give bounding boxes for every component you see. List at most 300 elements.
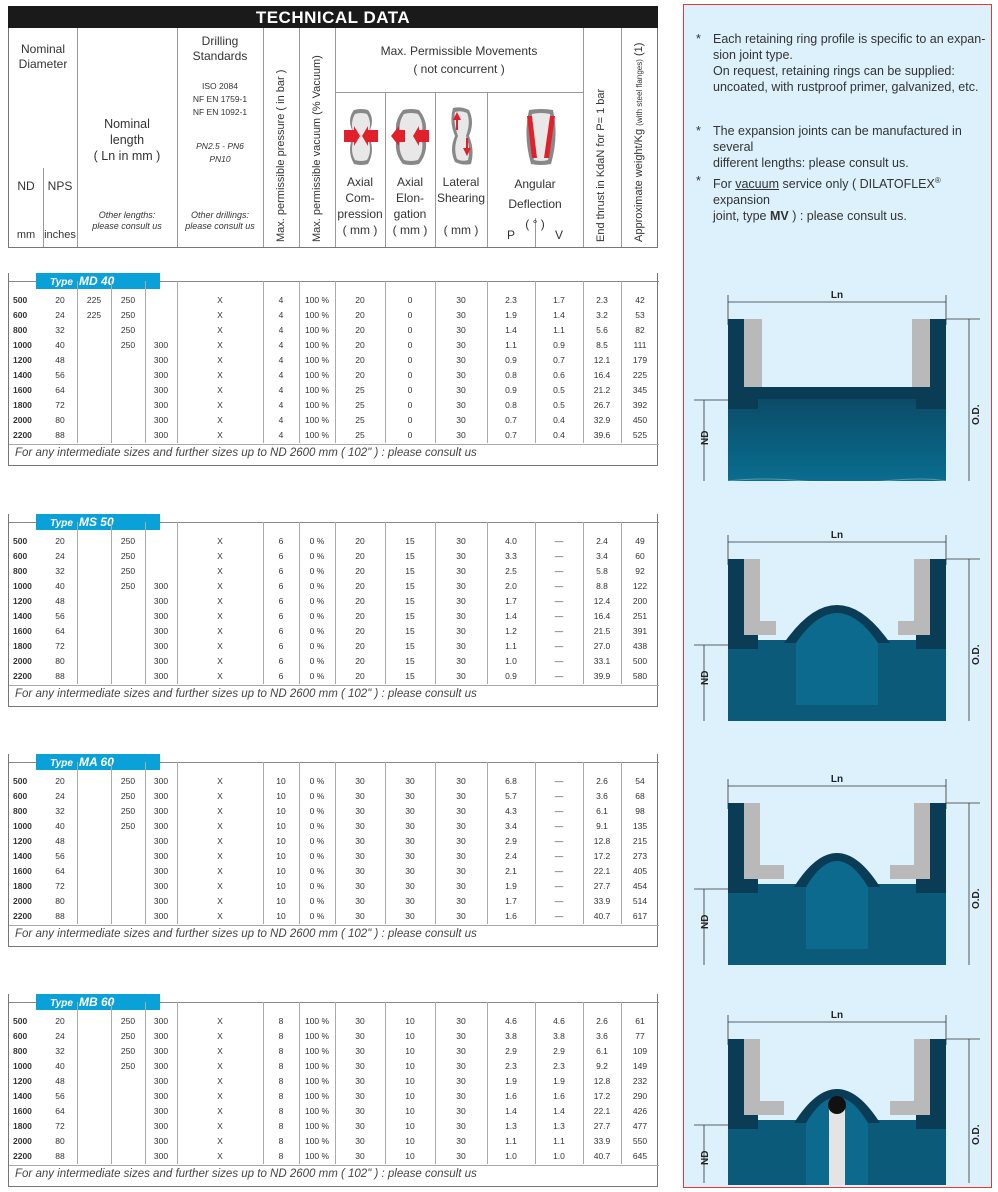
cell-nd: 2000 (13, 415, 32, 425)
cell-nps: 56 (55, 851, 65, 861)
cell-weight: 645 (632, 1151, 648, 1161)
cell-angular-p: 2.4 (505, 851, 517, 861)
p-label: P (506, 228, 515, 242)
cell-ln-b: 250 (120, 551, 136, 561)
type-tab (36, 273, 160, 289)
cell-axial-compression: 20 (355, 581, 365, 591)
cell-end-thrust: 6.1 (596, 1046, 608, 1056)
cell-angular-p: 1.9 (505, 881, 517, 891)
cell-axial-elongation: 15 (405, 626, 415, 636)
cell-nps: 32 (55, 806, 65, 816)
cell-ln-b: 250 (120, 295, 136, 305)
cell-axial-elongation: 15 (405, 611, 415, 621)
cell-drilling: X (217, 355, 223, 365)
table-row (9, 1104, 659, 1119)
cell-axial-compression: 20 (355, 641, 365, 651)
cell-axial-compression: 25 (355, 430, 365, 440)
iso-standards: ISO 2084 NF EN 1759-1 NF EN 1092-1 (192, 81, 248, 117)
table-row (9, 834, 659, 849)
table-mb-60 (8, 994, 658, 1187)
cell-weight: 49 (635, 536, 645, 546)
cell-lateral-shearing: 30 (456, 851, 466, 861)
cell-nd: 1600 (13, 385, 32, 395)
cell-weight: 438 (632, 641, 648, 651)
cell-angular-p: 1.1 (505, 641, 517, 651)
cell-lateral-shearing: 30 (456, 641, 466, 651)
cell-drilling: X (217, 806, 223, 816)
table-row (9, 293, 659, 308)
cell-nps: 64 (55, 1106, 65, 1116)
cell-ln-b: 250 (120, 536, 136, 546)
table-row (9, 624, 659, 639)
cell-axial-elongation: 0 (407, 385, 413, 395)
cell-ln-c: 300 (153, 626, 169, 636)
cell-pressure: 4 (278, 355, 284, 365)
cell-pressure: 6 (278, 536, 284, 546)
table-row (9, 534, 659, 549)
cell-axial-compression: 20 (355, 551, 365, 561)
table-ma-60 (8, 754, 658, 947)
cell-nps: 24 (55, 1031, 65, 1041)
cell-angular-v: 1.1 (553, 325, 565, 335)
axial-compression-icon (342, 106, 380, 168)
cell-angular-p: 3.8 (505, 1031, 517, 1041)
table-row (9, 1149, 659, 1164)
cell-nd: 800 (13, 1046, 28, 1056)
cell-axial-elongation: 10 (405, 1151, 415, 1161)
cell-ln-c: 300 (153, 370, 169, 380)
cell-nd: 1600 (13, 1106, 32, 1116)
cell-angular-v: 0.9 (553, 340, 565, 350)
cell-axial-compression: 30 (355, 1046, 365, 1056)
approx-weight-label: Approximate weight/Kg (with steel flanges) (1) (633, 42, 645, 242)
cell-lateral-shearing: 30 (456, 1121, 466, 1131)
cell-nd: 500 (13, 295, 28, 305)
cell-angular-v: 1.4 (553, 310, 565, 320)
cell-axial-elongation: 10 (405, 1046, 415, 1056)
cell-ln-c: 300 (153, 656, 169, 666)
cell-lateral-shearing: 30 (456, 1136, 466, 1146)
axial-elongation-label: Axial Elon- gation ( mm ) (392, 175, 428, 237)
cell-angular-v: 0.7 (553, 355, 565, 365)
cell-vacuum: 0 % (309, 536, 325, 546)
cell-nd: 600 (13, 791, 28, 801)
cell-nps: 48 (55, 836, 65, 846)
cell-axial-compression: 30 (355, 1106, 365, 1116)
cell-pressure: 10 (276, 776, 286, 786)
cell-angular-p: 0.7 (505, 415, 517, 425)
cell-nps: 32 (55, 1046, 65, 1056)
cell-drilling: X (217, 566, 223, 576)
cell-ln-c: 300 (153, 340, 169, 350)
cell-lateral-shearing: 30 (456, 340, 466, 350)
cell-end-thrust: 40.7 (593, 1151, 611, 1161)
cell-axial-elongation: 10 (405, 1121, 415, 1131)
cell-lateral-shearing: 30 (456, 295, 466, 305)
cell-axial-compression: 30 (355, 806, 365, 816)
cell-weight: 111 (633, 340, 647, 350)
cell-lateral-shearing: 30 (456, 430, 466, 440)
pn-ratings: PN2.5 - PN6 PN10 (196, 141, 244, 164)
cell-nd: 2200 (13, 911, 32, 921)
cell-nps: 48 (55, 596, 65, 606)
cell-weight: 392 (632, 400, 648, 410)
cell-angular-v: — (554, 656, 564, 666)
cell-nps: 88 (55, 671, 65, 681)
cell-nps: 72 (55, 881, 65, 891)
cell-pressure: 6 (278, 581, 284, 591)
cell-angular-v: — (554, 836, 564, 846)
cell-nd: 1600 (13, 866, 32, 876)
cell-vacuum: 0 % (309, 671, 325, 681)
cell-vacuum: 0 % (309, 611, 325, 621)
cell-lateral-shearing: 30 (456, 536, 466, 546)
cell-pressure: 8 (278, 1061, 284, 1071)
end-thrust-label: End thrust in KdaN for P= 1 bar (595, 88, 607, 242)
cell-ln-b: 250 (120, 821, 136, 831)
cell-angular-p: 0.8 (505, 370, 517, 380)
cell-end-thrust: 12.8 (593, 836, 611, 846)
cell-nps: 48 (55, 355, 65, 365)
mb-60-section-diagram (684, 1005, 991, 1185)
table-row (9, 338, 659, 353)
cell-nps: 80 (55, 415, 65, 425)
cell-weight: 53 (635, 310, 645, 320)
cell-weight: 82 (635, 325, 645, 335)
cell-nd: 1400 (13, 1091, 32, 1101)
cell-angular-p: 1.6 (505, 911, 517, 921)
cell-end-thrust: 8.8 (596, 581, 608, 591)
cell-lateral-shearing: 30 (456, 370, 466, 380)
cell-weight: 68 (635, 791, 645, 801)
cell-angular-p: 3.3 (505, 551, 517, 561)
table-row (9, 323, 659, 338)
cell-weight: 251 (632, 611, 648, 621)
cell-drilling: X (217, 1106, 223, 1116)
row-divider (335, 92, 583, 93)
cell-angular-v: — (554, 641, 564, 651)
cell-lateral-shearing: 30 (456, 866, 466, 876)
cell-end-thrust: 5.6 (596, 325, 608, 335)
cell-angular-v: — (554, 911, 564, 921)
cell-angular-p: 2.3 (505, 1061, 517, 1071)
table-row (9, 864, 659, 879)
cell-lateral-shearing: 30 (456, 355, 466, 365)
cell-drilling: X (217, 866, 223, 876)
cell-weight: 405 (632, 866, 648, 876)
cell-vacuum: 0 % (309, 641, 325, 651)
table-footnote: For any intermediate sizes and further sizes up to ND 2600 mm ( 102" ) : please consult us (15, 1168, 477, 1180)
cell-weight: 426 (632, 1106, 648, 1116)
cell-vacuum: 0 % (309, 776, 325, 786)
cell-axial-elongation: 15 (405, 536, 415, 546)
table-footnote: For any intermediate sizes and further sizes up to ND 2600 mm ( 102" ) : please consult us (15, 447, 477, 459)
cell-pressure: 8 (278, 1076, 284, 1086)
cell-axial-compression: 20 (355, 671, 365, 681)
cell-axial-elongation: 15 (405, 596, 415, 606)
cell-ln-c: 300 (153, 1106, 169, 1116)
cell-pressure: 4 (278, 400, 284, 410)
cell-nd: 1000 (13, 1061, 32, 1071)
cell-axial-compression: 30 (355, 851, 365, 861)
cell-axial-compression: 30 (355, 1121, 365, 1131)
cell-axial-compression: 20 (355, 626, 365, 636)
cell-ln-c: 300 (153, 1046, 169, 1056)
cell-ln-c: 300 (153, 581, 169, 591)
table-footer-rule (9, 1165, 659, 1166)
cell-pressure: 10 (276, 851, 286, 861)
cell-axial-elongation: 10 (405, 1061, 415, 1071)
cell-drilling: X (217, 881, 223, 891)
cell-nd: 600 (13, 1031, 28, 1041)
cell-nps: 80 (55, 1136, 65, 1146)
cell-angular-v: 0.5 (553, 385, 565, 395)
cell-angular-p: 0.9 (505, 385, 517, 395)
cell-angular-v: — (554, 671, 564, 681)
cell-angular-p: 2.9 (505, 1046, 517, 1056)
cell-end-thrust: 2.6 (596, 1016, 608, 1026)
type-name: MA 60 (78, 755, 114, 769)
md-40-section-diagram (684, 285, 991, 485)
cell-ln-c: 300 (153, 776, 169, 786)
cell-angular-p: 4.0 (505, 536, 517, 546)
cell-ln-c: 300 (153, 355, 169, 365)
svg-text:ND: ND (700, 670, 711, 685)
notes-panel (683, 4, 992, 1188)
cell-lateral-shearing: 30 (456, 1016, 466, 1026)
note-lengths: * The expansion joints can be manufactured in several different lengths: please consult us. (696, 124, 962, 170)
cell-axial-compression: 20 (355, 340, 365, 350)
cell-angular-v: — (554, 851, 564, 861)
cell-pressure: 10 (276, 836, 286, 846)
cell-lateral-shearing: 30 (456, 581, 466, 591)
cell-nps: 24 (55, 791, 65, 801)
cell-axial-compression: 30 (355, 1061, 365, 1071)
cell-end-thrust: 12.8 (593, 1076, 611, 1086)
cell-ln-c: 300 (153, 821, 169, 831)
table-row (9, 1029, 659, 1044)
table-row (9, 849, 659, 864)
cell-end-thrust: 21.5 (593, 626, 611, 636)
cell-pressure: 10 (276, 896, 286, 906)
cell-nd: 800 (13, 806, 28, 816)
type-word: Type (50, 518, 73, 529)
cell-end-thrust: 3.6 (596, 1031, 608, 1041)
cell-ln-b: 250 (120, 1046, 136, 1056)
cell-angular-p: 1.1 (505, 340, 517, 350)
cell-pressure: 4 (278, 325, 284, 335)
cell-drilling: X (217, 551, 223, 561)
cell-nps: 72 (55, 1121, 65, 1131)
cell-weight: 500 (632, 656, 648, 666)
cell-angular-p: 4.6 (505, 1016, 517, 1026)
cell-axial-compression: 20 (355, 596, 365, 606)
cell-drilling: X (217, 1016, 223, 1026)
cell-angular-v: — (554, 791, 564, 801)
table-row (9, 819, 659, 834)
cell-lateral-shearing: 30 (456, 325, 466, 335)
cell-nps: 64 (55, 626, 65, 636)
cell-weight: 225 (632, 370, 648, 380)
cell-angular-p: 0.8 (505, 400, 517, 410)
cell-axial-elongation: 15 (405, 581, 415, 591)
cell-ln-a: 225 (86, 310, 102, 320)
cell-drilling: X (217, 836, 223, 846)
cell-vacuum: 0 % (309, 566, 325, 576)
cell-nps: 20 (55, 1016, 65, 1026)
cell-end-thrust: 3.4 (596, 551, 608, 561)
cell-vacuum: 100 % (304, 295, 330, 305)
other-lengths-note: Other lengths: please consult us (92, 210, 162, 231)
cell-drilling: X (217, 911, 223, 921)
table-row (9, 654, 659, 669)
cell-angular-v: — (554, 566, 564, 576)
cell-weight: 345 (632, 385, 648, 395)
cell-axial-elongation: 0 (407, 340, 413, 350)
cell-lateral-shearing: 30 (456, 310, 466, 320)
cell-weight: 514 (632, 896, 648, 906)
cell-drilling: X (217, 851, 223, 861)
table-row (9, 308, 659, 323)
note-retaining-ring: * Each retaining ring profile is specific to an expan- sion joint type. On request, retaining rings can be supplied: uncoated, with rustproof primer, galvanized, etc. (696, 32, 986, 94)
cell-nd: 600 (13, 551, 28, 561)
cell-nps: 80 (55, 896, 65, 906)
cell-nd: 800 (13, 325, 28, 335)
cell-nps: 20 (55, 536, 65, 546)
cell-ln-c: 300 (153, 1031, 169, 1041)
cell-nd: 500 (13, 776, 28, 786)
cell-drilling: X (217, 1076, 223, 1086)
cell-ln-c: 300 (153, 896, 169, 906)
angular-deflection-label: Angular Deflection ( ° ) (508, 177, 562, 231)
cell-weight: 580 (632, 671, 648, 681)
cell-pressure: 4 (278, 340, 284, 350)
svg-text:O.D.: O.D. (971, 888, 982, 909)
type-name: MS 50 (78, 515, 114, 529)
cell-angular-v: 0.4 (553, 430, 565, 440)
cell-weight: 454 (632, 881, 648, 891)
cell-angular-v: — (554, 581, 564, 591)
cell-axial-compression: 20 (355, 310, 365, 320)
cell-angular-p: 1.2 (505, 626, 517, 636)
type-tab (36, 514, 160, 530)
cell-axial-compression: 30 (355, 1031, 365, 1041)
cell-end-thrust: 9.1 (596, 821, 608, 831)
cell-drilling: X (217, 370, 223, 380)
cell-axial-elongation: 10 (405, 1031, 415, 1041)
cell-nps: 72 (55, 641, 65, 651)
cell-pressure: 6 (278, 671, 284, 681)
cell-ln-c: 300 (153, 1091, 169, 1101)
cell-axial-compression: 20 (355, 325, 365, 335)
cell-weight: 77 (635, 1031, 645, 1041)
cell-drilling: X (217, 1031, 223, 1041)
cell-axial-compression: 25 (355, 415, 365, 425)
cell-nps: 88 (55, 911, 65, 921)
cell-lateral-shearing: 30 (456, 385, 466, 395)
cell-end-thrust: 39.6 (593, 430, 611, 440)
cell-lateral-shearing: 30 (456, 911, 466, 921)
cell-axial-compression: 30 (355, 776, 365, 786)
cell-drilling: X (217, 385, 223, 395)
cell-lateral-shearing: 30 (456, 791, 466, 801)
table-footer-rule (9, 925, 659, 926)
cell-lateral-shearing: 30 (456, 671, 466, 681)
cell-axial-compression: 30 (355, 791, 365, 801)
cell-axial-elongation: 10 (405, 1016, 415, 1026)
cell-nd: 2000 (13, 1136, 32, 1146)
type-word: Type (50, 277, 73, 288)
cell-weight: 290 (632, 1091, 648, 1101)
cell-angular-v: — (554, 821, 564, 831)
cell-pressure: 6 (278, 566, 284, 576)
cell-axial-compression: 30 (355, 1091, 365, 1101)
cell-axial-elongation: 0 (407, 430, 413, 440)
cell-angular-p: 1.7 (505, 896, 517, 906)
cell-axial-elongation: 15 (405, 671, 415, 681)
cell-nps: 88 (55, 430, 65, 440)
cell-axial-elongation: 15 (405, 566, 415, 576)
cell-axial-compression: 20 (355, 295, 365, 305)
cell-nd: 1000 (13, 340, 32, 350)
svg-text:O.D.: O.D. (971, 1124, 982, 1145)
cell-axial-elongation: 30 (405, 806, 415, 816)
cell-weight: 109 (632, 1046, 648, 1056)
table-row (9, 594, 659, 609)
cell-nps: 32 (55, 566, 65, 576)
cell-weight: 200 (632, 596, 648, 606)
table-row (9, 909, 659, 924)
cell-weight: 232 (632, 1076, 648, 1086)
cell-axial-compression: 20 (355, 611, 365, 621)
cell-axial-compression: 30 (355, 1076, 365, 1086)
nominal-length-label: Nominal length ( Ln in mm ) (93, 117, 161, 163)
cell-weight: 273 (632, 851, 648, 861)
cell-axial-elongation: 15 (405, 641, 415, 651)
cell-angular-v: — (554, 551, 564, 561)
svg-text:ND: ND (700, 1150, 711, 1165)
cell-axial-elongation: 10 (405, 1091, 415, 1101)
max-pressure-label: Max. permissible pressure ( in bar ) (275, 69, 287, 242)
cell-end-thrust: 2.3 (596, 295, 608, 305)
other-drillings-note: Other drillings: please consult us (185, 210, 255, 231)
type-word: Type (50, 998, 73, 1009)
cell-nd: 1400 (13, 611, 32, 621)
cell-axial-elongation: 0 (407, 355, 413, 365)
cell-vacuum: 0 % (309, 866, 325, 876)
cell-ln-c: 300 (153, 836, 169, 846)
svg-text:Ln: Ln (830, 290, 844, 301)
table-row (9, 774, 659, 789)
cell-end-thrust: 17.2 (593, 851, 611, 861)
cell-nd: 1800 (13, 881, 32, 891)
cell-nd: 1800 (13, 1121, 32, 1131)
cell-weight: 42 (635, 295, 645, 305)
cell-vacuum: 0 % (309, 806, 325, 816)
cell-lateral-shearing: 30 (456, 1151, 466, 1161)
type-tab (36, 994, 160, 1010)
cell-angular-p: 1.1 (505, 1136, 517, 1146)
cell-ln-c: 300 (153, 806, 169, 816)
cell-ln-c: 300 (153, 596, 169, 606)
cell-angular-v: — (554, 896, 564, 906)
cell-end-thrust: 27.0 (593, 641, 611, 651)
col-divider (583, 28, 584, 247)
cell-vacuum: 100 % (304, 355, 330, 365)
cell-pressure: 8 (278, 1031, 284, 1041)
cell-nd: 1200 (13, 1076, 32, 1086)
table-row (9, 428, 659, 443)
